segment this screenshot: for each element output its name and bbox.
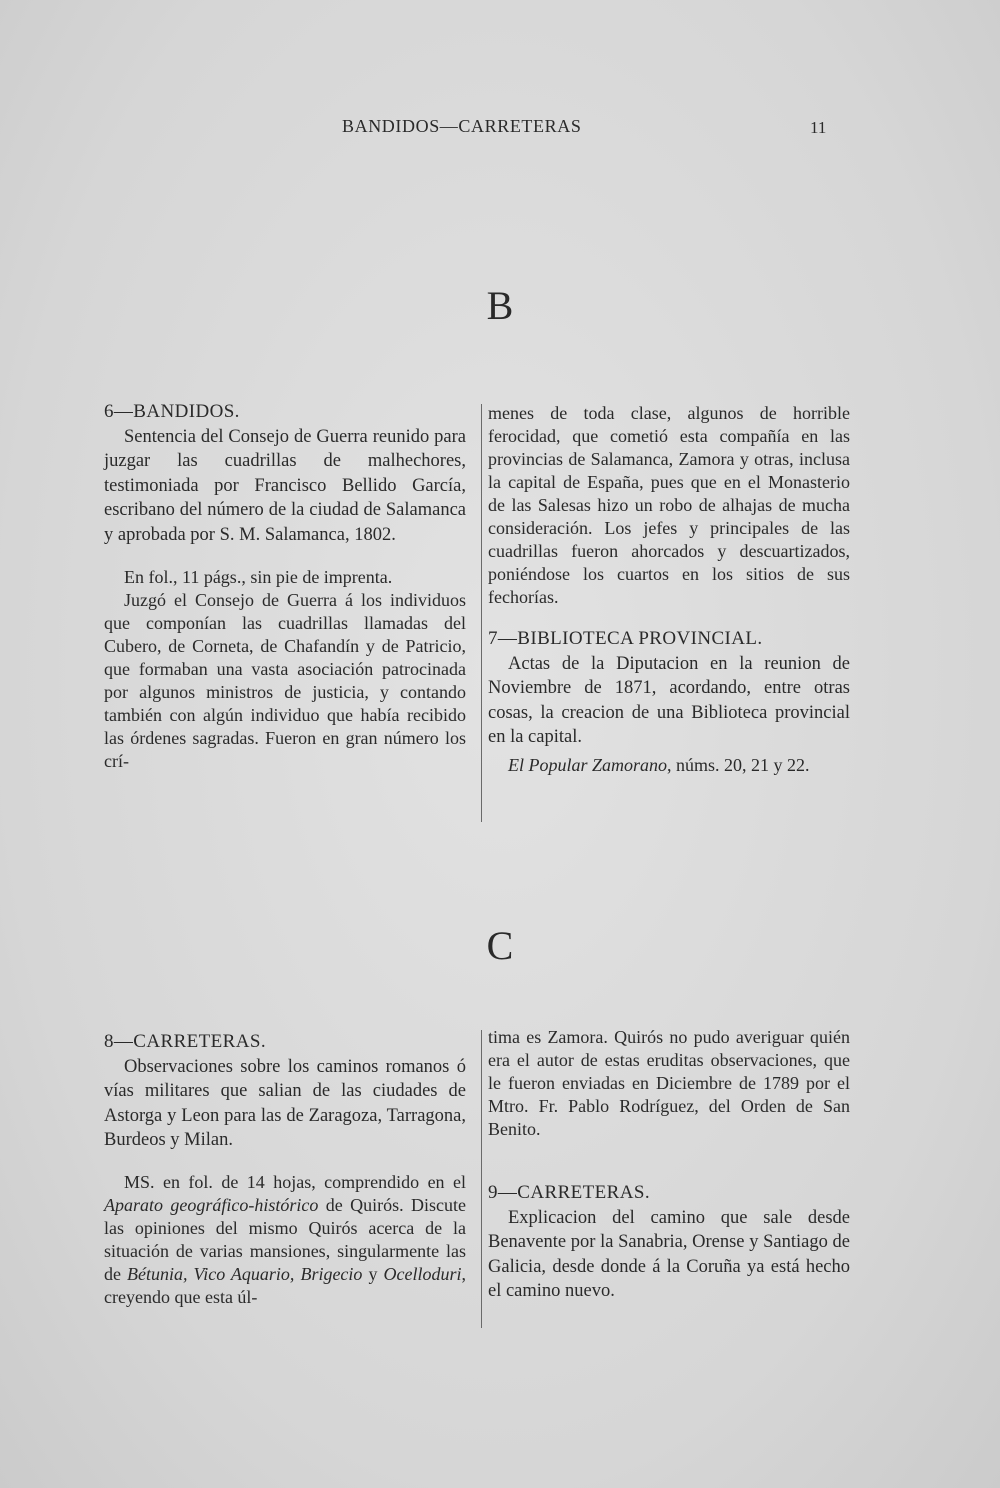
entry-6-note-left: Juzgó el Consejo de Guerra á los individuos que componían las cuadrillas llamadas del Cubero, de Corneta, de Chafandín y de Patricio, que formaban una vasta asociación patrocinada por algunos ministros de justicia, y contando también con algún individuo que había recibido las órdenes sagradas. Fueron en gran número los crí- — [104, 589, 466, 771]
entry-9-description: Explicacion del camino que sale desde Benavente por la Sanabria, Orense y Santiago de Galicia, desde donde á la Coruña ya está hecho el camino nuevo. — [488, 1207, 850, 1302]
entry-8-note-place-ocelloduri: Ocelloduri — [383, 1263, 462, 1284]
entry-8-note-places: Bétunia, Vico Aquario, Brigecio — [127, 1263, 363, 1284]
entry-8-description: Observaciones sobre los caminos romanos ó vías militares que salian de las ciudades de Astorga y Leon para las de Zaragoza, Tarragona, Burdeos y Milan. — [104, 1056, 466, 1151]
entry-7-source — [488, 754, 850, 777]
page-number: 11 — [810, 118, 827, 137]
column-divider-c — [481, 1030, 482, 1328]
entry-6-format: En fol., 11 págs., sin pie de imprenta. — [124, 566, 393, 587]
entry-8-9-right-column — [488, 1026, 850, 1304]
entry-9-heading: 9—CARRETERAS. — [488, 1182, 650, 1203]
entry-7-source-title: El Popular Zamorano — [508, 754, 668, 775]
entry-7-heading: 7—BIBLIOTECA PROVINCIAL. — [488, 628, 763, 649]
entry-7-source-rest: , núms. 20, 21 y 22. — [667, 754, 810, 775]
entry-8-note-text-3: y — [362, 1263, 384, 1284]
entry-6-note-right: menes de toda clase, algunos de horrible ferocidad, que cometió esta compañía en las provincias de Salamanca, Zamora y otras, inclusa la capital de España, pues que en el Monasterio de las Salesas hizo un robo de alhajas de mucha consideración. Los jefes y principales de las cuadrillas fueron ahorcados y descuartizados, poniéndose los cuartos en los sitios de sus fechorías. — [488, 403, 850, 607]
entry-7-description: Actas de la Diputacion en la reunion de Noviembre de 1871, acordando, entre otras cosas, la creacion de una Biblioteca provincial en la capital. — [488, 653, 850, 748]
entry-8-note-text-4: , creyendo que esta úl- — [104, 1263, 467, 1307]
running-head — [0, 116, 1000, 140]
entry-8-note-text-1: MS. en fol. de 14 hojas, comprendido en el — [124, 1171, 466, 1192]
running-title: BANDIDOS—CARRETERAS — [342, 116, 582, 136]
entry-8-note-title: Aparato geográfico-histórico — [104, 1194, 319, 1215]
section-letter-c: C — [486, 923, 514, 968]
section-letter-b: B — [486, 283, 514, 328]
entry-8-left-column — [104, 1030, 466, 1309]
entry-6-heading: 6—BANDIDOS. — [104, 401, 240, 422]
entry-8-note-right: tima es Zamora. Quirós no pudo averiguar quién era el autor de estas eruditas observaciones, que le fueron enviadas en Diciembre de 1789 por el Mtro. Fr. Pablo Rodríguez, del Orden de San Benito. — [488, 1027, 850, 1139]
column-divider-b — [481, 404, 482, 822]
entry-8-note-text-2: de Quirós. Discute las opiniones del mismo Quirós acerca de la situación de varias mansiones, singularmente las de — [104, 1194, 466, 1284]
entry-6-left-column — [104, 400, 466, 773]
entry-6-description: Sentencia del Consejo de Guerra reunido para juzgar las cuadrillas de malhechores, testimoniada por Francisco Bellido García, escribano del número de la ciudad de Salamanca y aprobada por S. M. Salamanca, 1802. — [104, 426, 466, 545]
entry-8-note-left — [104, 1171, 466, 1309]
entry-6-7-right-column — [488, 402, 850, 777]
entry-8-heading: 8—CARRETERAS. — [104, 1031, 266, 1052]
